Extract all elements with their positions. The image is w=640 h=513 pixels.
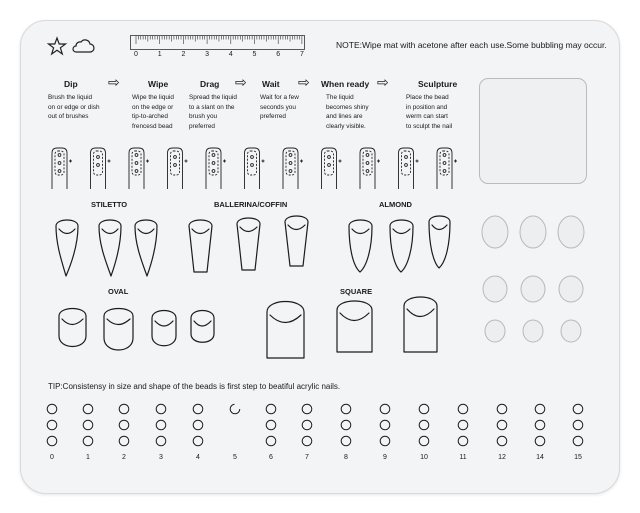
bead-circle: [83, 420, 93, 430]
bead-size-label: 0: [50, 454, 54, 461]
bead-size-label: 10: [420, 454, 428, 461]
tip-text: TIP:Consistensy in size and shape of the beads is first step to beatiful acrylic nails.: [48, 382, 341, 391]
bead-circle: [302, 420, 312, 430]
shape-title-stiletto: STILETTO: [91, 200, 128, 209]
step-title: When ready: [321, 79, 370, 89]
bead-size-label: 15: [574, 454, 582, 461]
step-title: Wipe: [148, 79, 169, 89]
step-desc: Wait for a few seconds you preferred: [260, 94, 299, 121]
note-text: NOTE:Wipe mat with acetone after each use.Some bubbling may occur.: [336, 40, 607, 50]
bead-circle: [341, 436, 351, 446]
bead-circle: [193, 420, 203, 430]
bead-circle: [156, 404, 166, 414]
step-desc: Brush the liquid on or edge or dish out of brushes: [48, 94, 100, 121]
bead-circle: [266, 404, 276, 414]
bead-circle: [419, 420, 429, 430]
bead-circle: [380, 404, 390, 414]
bead-size-label: 4: [196, 454, 200, 461]
bead-circle: [419, 404, 429, 414]
bead-size-label: 6: [269, 454, 273, 461]
bead-circle: [535, 436, 545, 446]
bead-circle: [341, 420, 351, 430]
bead-circle: [47, 404, 57, 414]
bead-circle: [47, 420, 57, 430]
bead-circle: [458, 436, 468, 446]
step-desc: Wipe the liquid on the edge or tip-to-arched frencesd bead: [132, 94, 174, 130]
bead-circle: [380, 436, 390, 446]
bead-circle: [341, 404, 351, 414]
arrow-icon: ⇨: [235, 74, 247, 90]
ruler-label: 7: [299, 51, 304, 58]
step-desc: The liquid becomes shiny and lines are clearly visible.: [326, 94, 369, 130]
arrow-icon: ⇨: [298, 74, 310, 90]
bead-circle: [573, 436, 583, 446]
bead-circle: [535, 420, 545, 430]
step-title: Wait: [262, 79, 280, 89]
bead-circle: [573, 420, 583, 430]
step-title: Drag: [200, 79, 220, 89]
ruler-label: 5: [252, 51, 257, 58]
arrow-icon: ⇨: [108, 74, 120, 90]
step-desc: Place the bead in position and werm can start to sculpt the nail: [406, 94, 453, 130]
bead-circle: [302, 404, 312, 414]
bead-circle: [156, 436, 166, 446]
bead-circle: [193, 436, 203, 446]
bead-circle: [83, 404, 93, 414]
bead-size-label: 11: [459, 454, 467, 461]
bead-circle: [535, 404, 545, 414]
bead-circle: [266, 436, 276, 446]
ruler-label: 2: [181, 51, 186, 58]
bead-circle: [156, 420, 166, 430]
bead-circle: [497, 420, 507, 430]
bead-circle: [47, 436, 57, 446]
bead-circle: [380, 420, 390, 430]
bead-circle: [230, 404, 240, 414]
ruler-label: 3: [205, 51, 210, 58]
arrow-icon: ⇨: [377, 74, 389, 90]
bead-circle: [119, 420, 129, 430]
bead-size-label: 12: [498, 454, 506, 461]
bead-circle: [119, 436, 129, 446]
step-desc: Spread the liquid to a slant on the brush you preferred: [189, 94, 237, 130]
bead-circle: [497, 436, 507, 446]
bead-size-label: 1: [86, 454, 90, 461]
step-title: Dip: [64, 79, 78, 89]
ruler-label: 0: [134, 51, 138, 58]
bead-circle: [458, 404, 468, 414]
bead-circle: [266, 420, 276, 430]
bead-size-label: 14: [536, 454, 544, 461]
bead-circle: [573, 404, 583, 414]
bead-circle: [497, 404, 507, 414]
ruler-label: 6: [276, 51, 281, 58]
shape-title-oval: OVAL: [108, 287, 129, 296]
shape-title-square: SQUARE: [340, 287, 373, 296]
bead-size-label: 3: [159, 454, 163, 461]
bead-circle: [193, 404, 203, 414]
ruler-label: 4: [228, 51, 233, 58]
ruler-label: 1: [157, 51, 162, 58]
shape-title-almond: ALMOND: [379, 200, 412, 209]
bead-size-label: 8: [344, 454, 348, 461]
bead-size-label: 2: [122, 454, 126, 461]
bead-size-label: 5: [233, 454, 237, 461]
shape-title-ballerina: BALLERINA/COFFIN: [214, 200, 288, 209]
bead-size-label: 7: [305, 454, 309, 461]
bead-circle: [458, 420, 468, 430]
bead-circle: [419, 436, 429, 446]
step-title: Sculpture: [418, 79, 458, 89]
bead-circle: [83, 436, 93, 446]
bead-circle: [302, 436, 312, 446]
bead-circle: [119, 404, 129, 414]
bead-size-label: 9: [383, 454, 387, 461]
